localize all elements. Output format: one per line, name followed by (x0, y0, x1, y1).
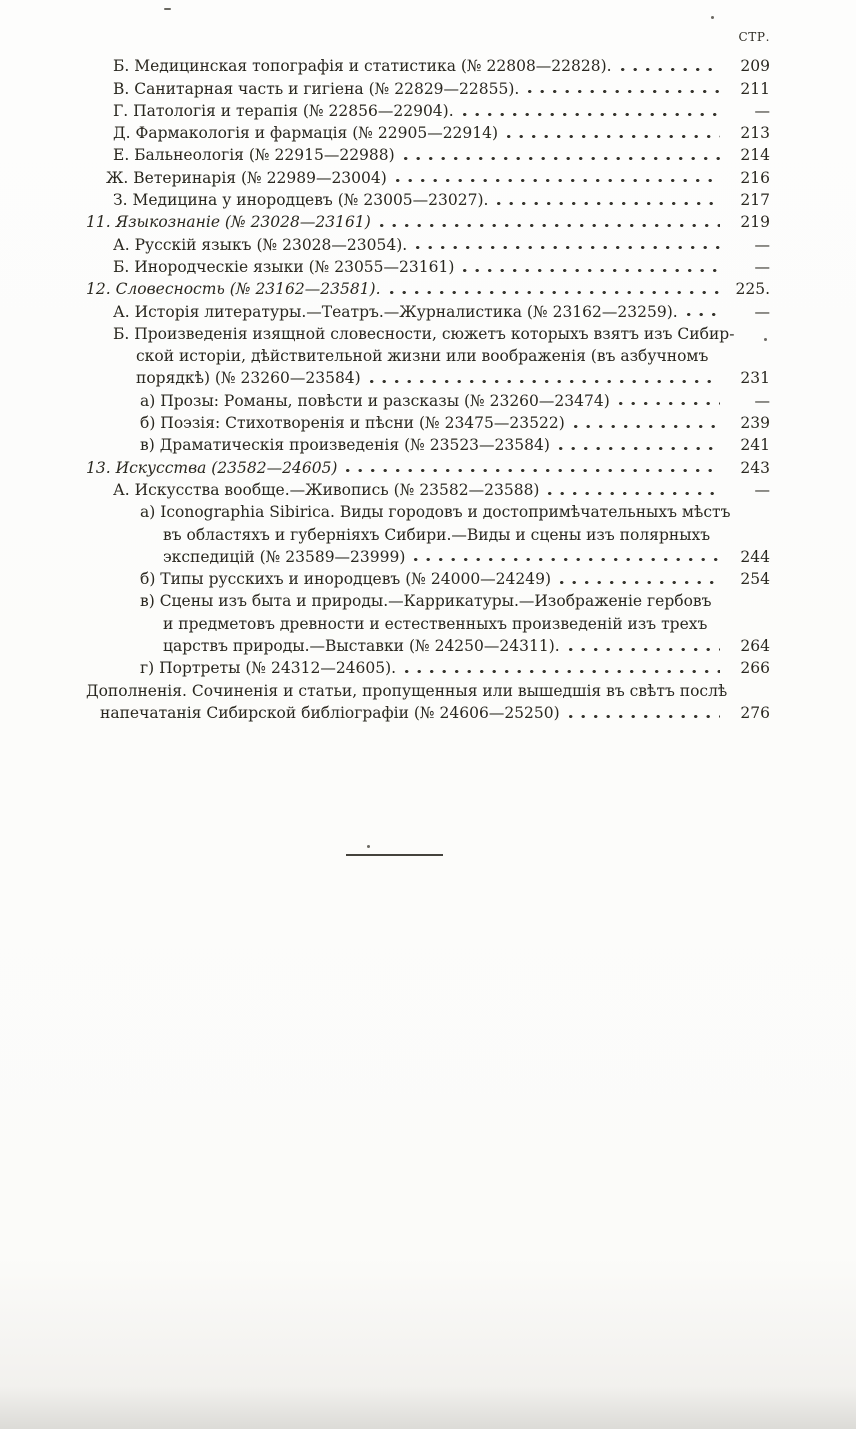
toc-line-text: Б. Медицинская топографія и статистика (№ 22808—22828). (113, 57, 612, 76)
toc-line (86, 254, 770, 276)
toc-line-text: экспедицій (№ 23589—23999) (163, 547, 406, 566)
scan-speck (367, 845, 370, 848)
dot-leader (405, 670, 720, 673)
page-number: 243 (740, 458, 770, 477)
toc-line (86, 499, 770, 521)
toc-line-text: б) Типы русскихъ и инородцевъ (№ 24000—24249) (140, 570, 552, 589)
toc-line (86, 655, 770, 677)
page-number: 254 (740, 570, 770, 589)
page-number: 217 (740, 191, 770, 210)
toc-line (86, 142, 770, 164)
toc-line-text: А. Искусства вообще.—Живопись (№ 23582—23588) (113, 480, 540, 499)
toc-line (86, 164, 770, 186)
toc-line-text: В. Санитарная часть и гигіена (№ 22829—22855). (113, 79, 520, 98)
dot-leader (687, 313, 720, 316)
page-number: — (754, 480, 770, 499)
page-number: — (754, 391, 770, 410)
section-divider-rule (346, 854, 443, 856)
toc-line-continuation (86, 343, 770, 365)
scan-speck (164, 8, 171, 10)
toc-line-text: Б. Инородческіе языки (№ 23055—23161) (113, 257, 455, 276)
toc-line-text: а) Iconographia Sibirica. Виды городовъ и достопримѣчательныхъ мѣстъ (140, 503, 731, 522)
page-number: — (754, 302, 770, 321)
dot-leader (560, 581, 720, 584)
page-number: 241 (740, 436, 770, 455)
page-number: 211 (740, 79, 770, 98)
toc-line-text: Б. Произведенія изящной словесности, сюжетъ которыхъ взятъ изъ Сибир- (113, 324, 735, 343)
dot-leader (497, 202, 720, 205)
toc-line-section (86, 276, 770, 298)
toc-line-text: 11. Языкознаніе (№ 23028—23161) (86, 213, 371, 232)
toc-line (86, 588, 770, 610)
page-number: 231 (740, 369, 770, 388)
toc-line-text: г) Портреты (№ 24312—24605). (140, 659, 397, 678)
page-number: 214 (740, 146, 770, 165)
toc-line-continuation (86, 700, 770, 722)
toc-line-continuation (86, 544, 770, 566)
toc-line (86, 53, 770, 75)
page-number: — (754, 101, 770, 120)
dot-leader (396, 179, 720, 182)
dot-leader (507, 135, 720, 138)
toc-line-text: Е. Бальнеологія (№ 22915—22988) (113, 146, 395, 165)
page-number: 216 (740, 168, 770, 187)
toc-line-text: царствъ природы.—Выставки (№ 24250—24311). (163, 637, 560, 656)
dot-leader (528, 90, 720, 93)
dot-leader (463, 113, 720, 116)
toc-line-continuation (86, 633, 770, 655)
toc-line-text: а) Прозы: Романы, повѣсти и разсказы (№ 23260—23474) (140, 391, 610, 410)
toc-line-text: напечатанія Сибирской библіографіи (№ 24606—25250) (100, 703, 560, 722)
dot-leader (574, 425, 720, 428)
page-number: 244 (740, 547, 770, 566)
dot-leader (569, 715, 720, 718)
toc-line-text: въ областяхъ и губерніяхъ Сибири.—Виды и сцены изъ полярныхъ (163, 525, 711, 544)
toc-line (86, 298, 770, 320)
dot-leader (414, 558, 720, 561)
dot-leader (390, 291, 720, 294)
toc-line-text: в) Драматическія произведенія (№ 23523—23584) (140, 436, 550, 455)
toc-line-text: в) Сцены изъ быта и природы.—Каррикатуры.—Изображеніе гербовъ (140, 592, 712, 611)
toc-line-text: и предметовъ древности и естественныхъ произведеній изъ трехъ (163, 614, 708, 633)
page-column-header: СТР. (738, 30, 770, 44)
page-number: 264 (740, 637, 770, 656)
toc-line (86, 410, 770, 432)
page-number: 266 (740, 659, 770, 678)
toc-line-text: порядкѣ) (№ 23260—23584) (136, 369, 361, 388)
toc-line-text: Ж. Ветеринарія (№ 22989—23004) (106, 168, 387, 187)
dot-leader (404, 157, 720, 160)
toc-line-text: Д. Фармакологія и фармація (№ 22905—22914) (113, 124, 499, 143)
toc-line (86, 387, 770, 409)
page-number: — (754, 257, 770, 276)
dot-leader (380, 224, 720, 227)
toc-line-text: Г. Патологія и терапія (№ 22856—22904). (113, 101, 454, 120)
page-number: 239 (740, 414, 770, 433)
toc-line-text: 13. Искусства (23582—24605) (86, 458, 338, 477)
page-number: 219 (740, 213, 770, 232)
dot-leader (346, 469, 720, 472)
toc-line (86, 432, 770, 454)
toc-line (86, 75, 770, 97)
page-number: 276 (740, 703, 770, 722)
toc-line (86, 231, 770, 253)
dot-leader (569, 648, 720, 651)
dot-leader (548, 492, 720, 495)
scan-speck (711, 16, 714, 19)
scan-speck (764, 338, 767, 341)
dot-leader (370, 380, 720, 383)
toc-line (86, 98, 770, 120)
toc-line (86, 677, 770, 699)
toc-line (86, 566, 770, 588)
toc-line-text: 12. Словесность (№ 23162—23581). (86, 280, 381, 299)
toc-line-section (86, 454, 770, 476)
toc-line-continuation (86, 365, 770, 387)
toc-line (86, 477, 770, 499)
dot-leader (621, 68, 720, 71)
toc-line-text: ской исторіи, дѣйствительной жизни или воображенія (въ азбучномъ (136, 347, 709, 366)
toc-line-text: б) Поэзія: Стихотворенія и пѣсни (№ 23475—23522) (140, 414, 565, 433)
toc-line-text: А. Русскій языкъ (№ 23028—23054). (113, 235, 408, 254)
toc-line-section (86, 209, 770, 231)
page-number: 225. (735, 280, 770, 299)
dot-leader (559, 447, 720, 450)
toc-line (86, 187, 770, 209)
dot-leader (416, 246, 720, 249)
page-number: — (754, 235, 770, 254)
toc-line-text: З. Медицина у инородцевъ (№ 23005—23027). (113, 191, 489, 210)
toc-line-continuation (86, 610, 770, 632)
page-number: 209 (740, 57, 770, 76)
toc-line (86, 321, 770, 343)
dot-leader (619, 402, 720, 405)
dot-leader (463, 269, 720, 272)
toc-line-text: Дополненія. Сочиненія и статьи, пропущенныя или вышедшія въ свѣтъ послѣ (86, 681, 728, 700)
page-number: 213 (740, 124, 770, 143)
toc-line (86, 120, 770, 142)
toc-line-text: А. Исторія литературы.—Театръ.—Журналистика (№ 23162—23259). (113, 302, 678, 321)
toc-line-continuation (86, 521, 770, 543)
